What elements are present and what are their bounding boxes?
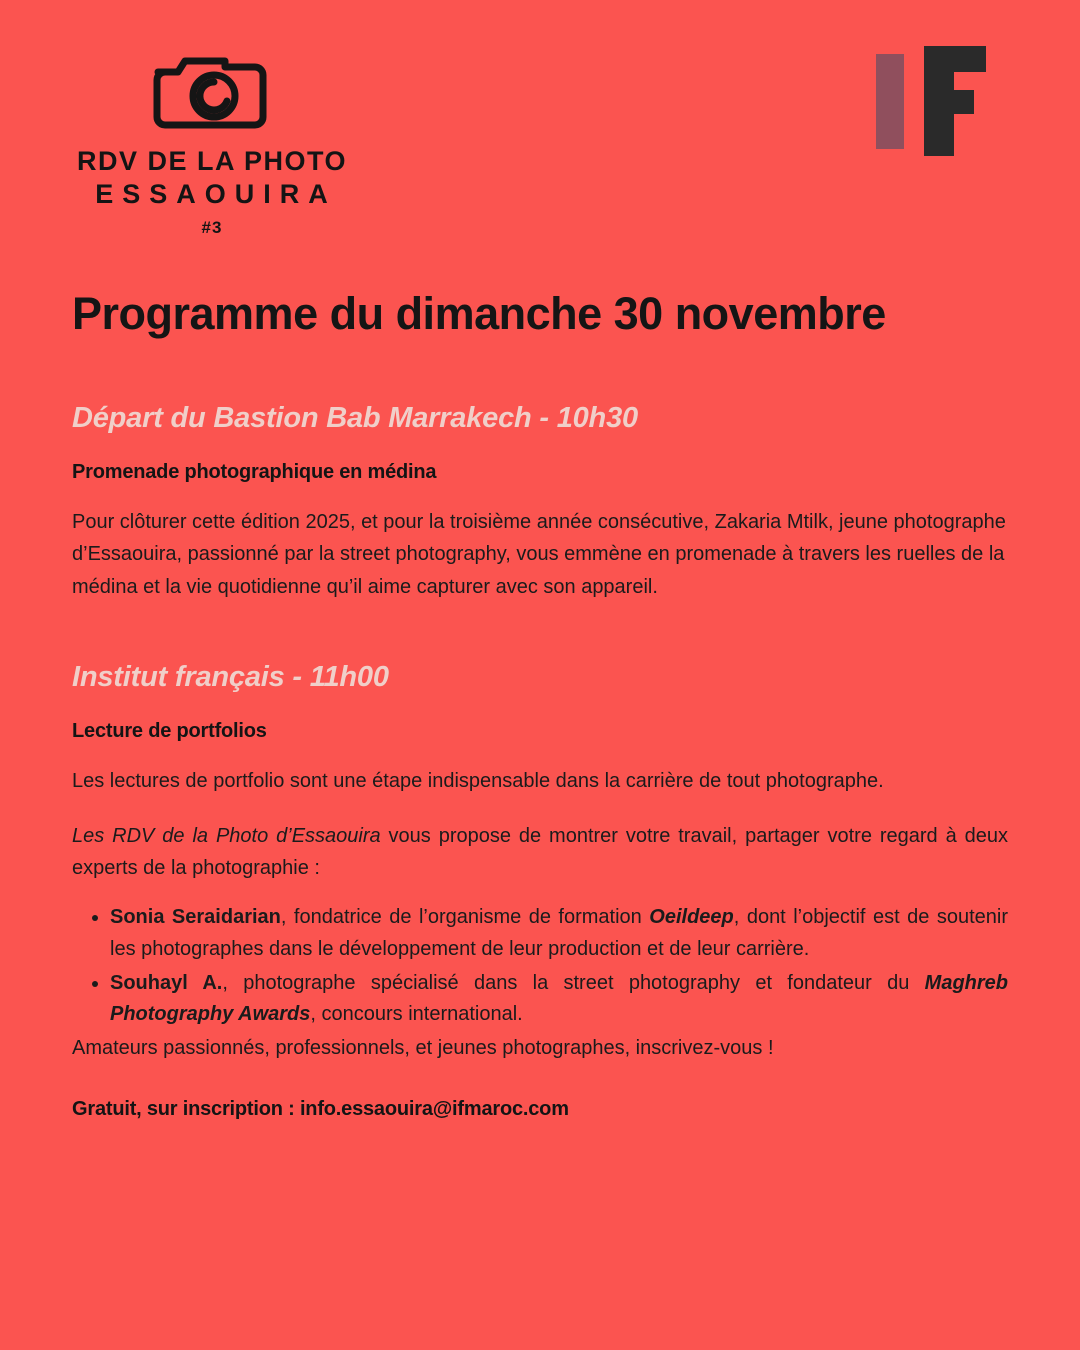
section-institut xyxy=(72,661,1008,1121)
event-logo xyxy=(62,50,362,238)
closing-invitation: Amateurs passionnés, professionnels, et jeunes photographes, inscrivez-vous ! xyxy=(72,1036,774,1059)
section-paragraph-departure: Pour clôturer cette édition 2025, et pour la troisième année consécutive, Zakaria Mtilk, jeune photographe d’Essaouira, passionné par la street photography, vous emmène en promenade à travers les ruelles de la médina et la vie quotidienne qu’il aime capturer avec son appareil. xyxy=(72,511,1006,598)
section-subheading-institut: Lecture de portfolios xyxy=(72,720,267,743)
if-letter-f-top-bar xyxy=(924,46,986,72)
speakers-list xyxy=(72,902,1008,1030)
event-name-italic: Les RDV de la Photo d’Essaouira xyxy=(72,824,381,847)
speaker-name: Souhayl A. xyxy=(110,971,223,994)
logo-title: RDV DE LA PHOTO xyxy=(76,146,348,176)
if-letter-i xyxy=(876,54,904,149)
section-heading-institut: Institut français - 11h00 xyxy=(72,661,389,694)
speaker-organisation: Oeildeep xyxy=(649,906,734,929)
poster-content xyxy=(0,288,1080,1121)
section-heading-departure: Départ du Bastion Bab Marrakech - 10h30 xyxy=(72,402,638,434)
registration-info: Gratuit, sur inscription : info.essaouira@ifmaroc.com xyxy=(72,1098,569,1121)
speaker-text-before: , fondatrice de l’organisme de formation xyxy=(280,906,650,929)
camera-icon xyxy=(152,50,272,134)
speaker-text-after: , dont l’objectif est de soutenir les photographes dans le développement de leur production et de leur carrière. xyxy=(110,906,1008,960)
portfolio-offer-rest: vous propose de montrer votre travail, partager votre regard à deux experts de la photographie : xyxy=(72,824,1008,879)
speaker-organisation: Maghreb Photography Awards xyxy=(110,971,1008,1026)
portfolio-intro-paragraph: Les lectures de portfolio sont une étape indispensable dans la carrière de tout photographe. xyxy=(72,770,884,793)
section-subheading-departure: Promenade photographique en médina xyxy=(72,461,437,483)
list-item xyxy=(110,968,1008,1031)
institut-francais-logo xyxy=(876,46,996,156)
speaker-name: Sonia Seraidarian xyxy=(110,906,281,929)
logo-edition: #3 xyxy=(201,218,223,238)
section-departure xyxy=(72,402,1008,603)
speaker-text-after: , concours international. xyxy=(310,1003,523,1026)
list-item xyxy=(110,902,1008,965)
portfolio-offer-paragraph xyxy=(72,820,1008,885)
speaker-text-before: , photographe spécialisé dans la street photography et fondateur du xyxy=(222,971,925,994)
page-title: Programme du dimanche 30 novembre xyxy=(72,288,886,339)
poster-header xyxy=(0,0,1080,250)
if-letter-f-mid-bar xyxy=(924,90,974,114)
logo-subtitle: ESSAOUIRA xyxy=(95,179,337,210)
